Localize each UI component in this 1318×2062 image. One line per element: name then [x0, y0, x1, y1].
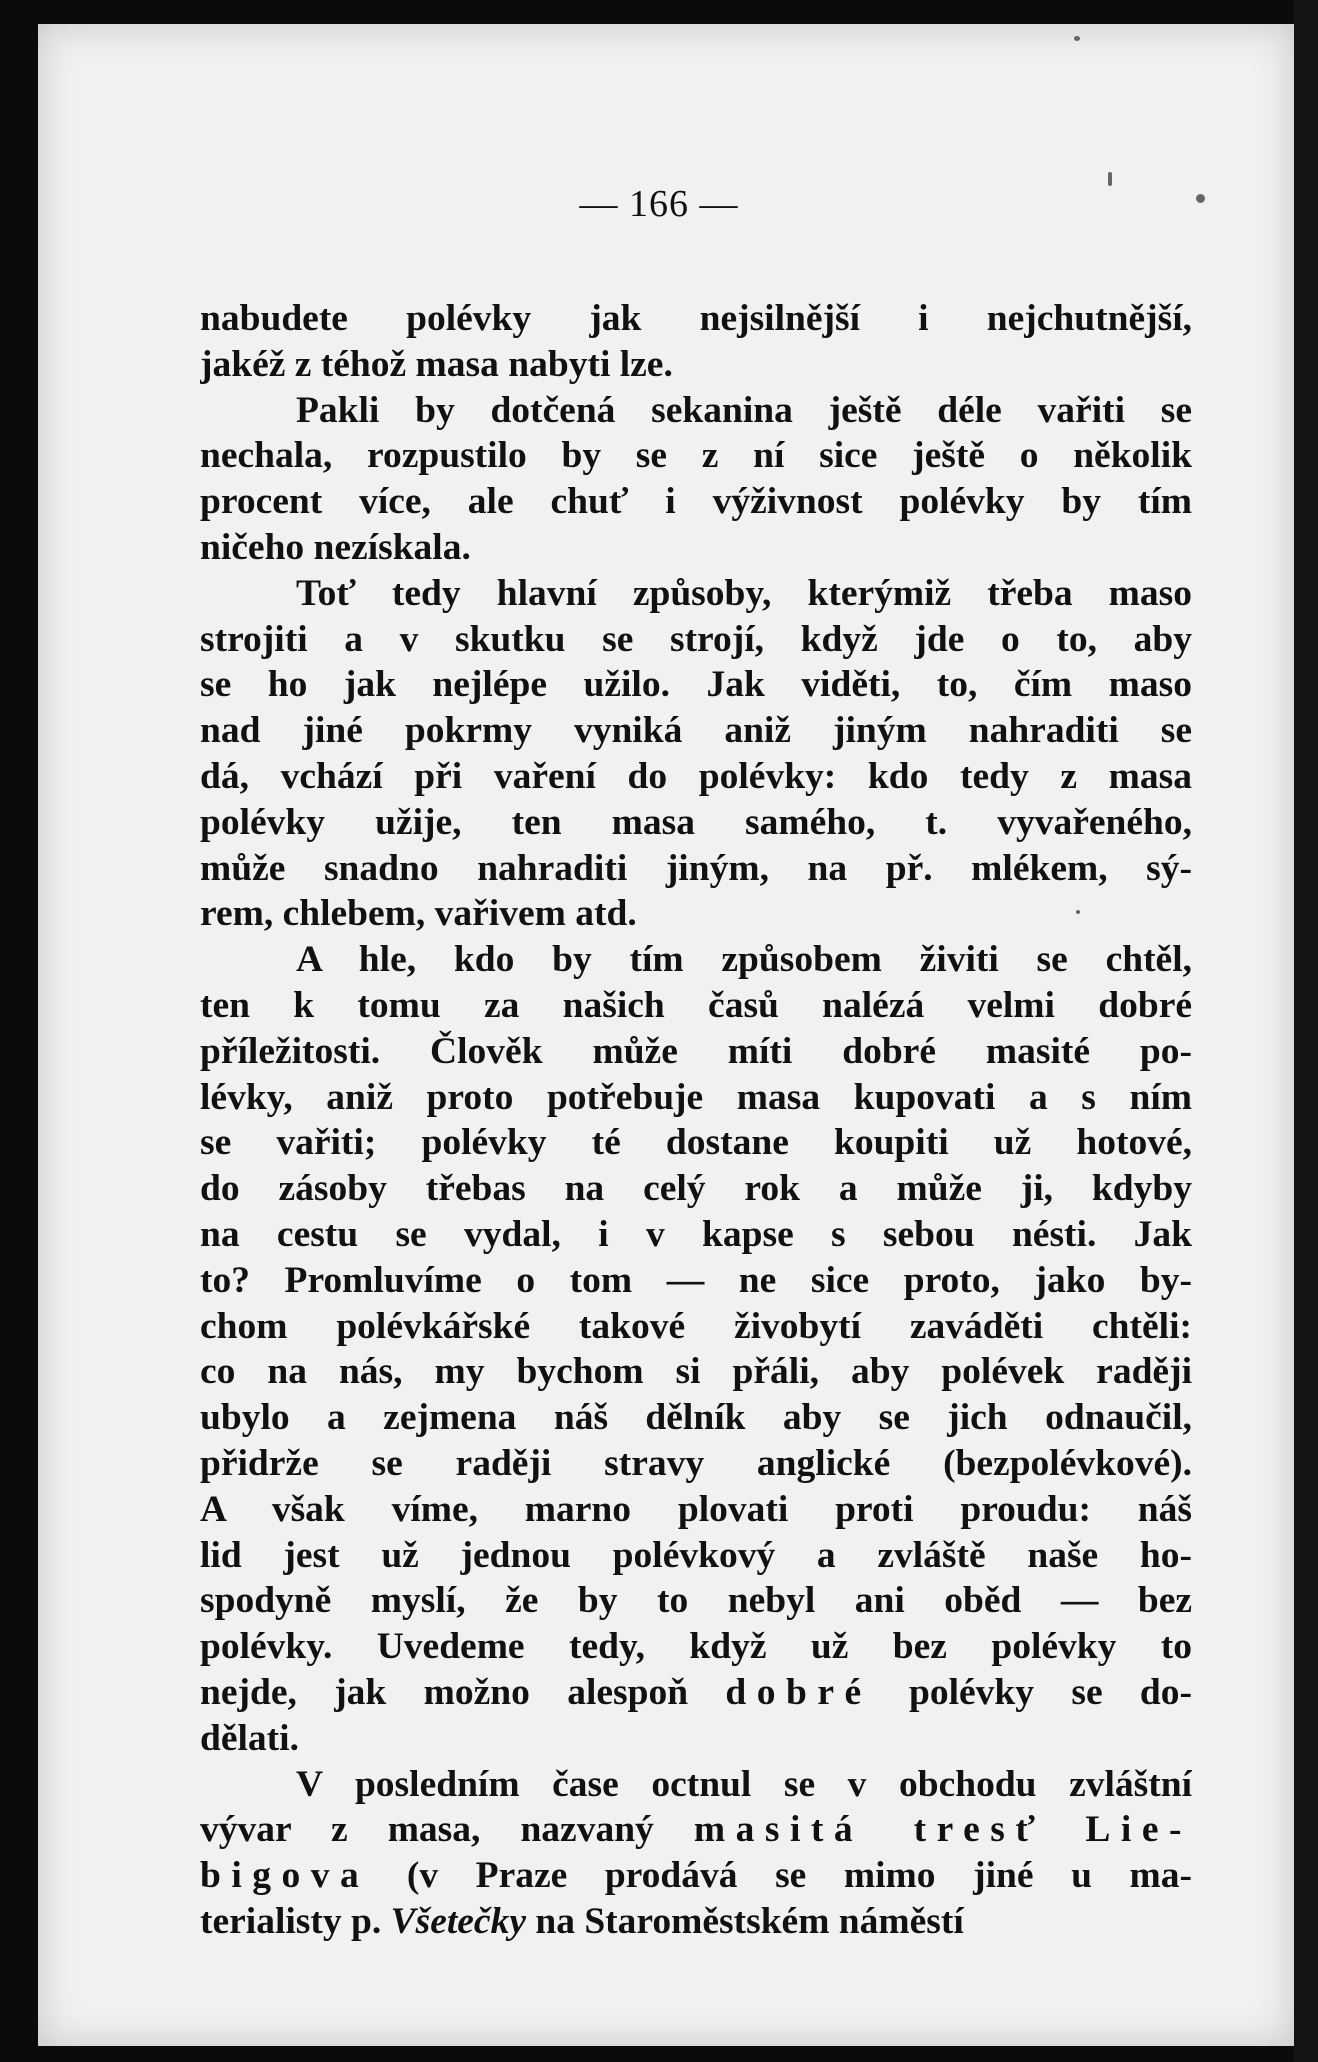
text-line: příležitosti. Člověk může míti dobré masité po- [200, 1030, 1192, 1072]
text-fragment: polévky se do- [909, 1671, 1192, 1713]
spaced-text: masitá tresť [693, 1809, 1046, 1851]
spaced-text: b [200, 1855, 232, 1897]
text-line [200, 1670, 1192, 1716]
page-edge-shadow [1294, 0, 1318, 2062]
text-line: rem, chlebem, vařivem atd. [200, 893, 637, 935]
text-line: A hle, kdo by tím způsobem živiti se chtěl, [296, 939, 1192, 981]
text-line: to? Promluvíme o tom — ne sice proto, jako by- [200, 1259, 1192, 1301]
text-line: nechala, rozpustilo by se z ní sice ještě o několik [200, 435, 1192, 477]
text-line: polévky. Uvedeme tedy, když už bez polévky to [200, 1626, 1192, 1668]
text-line: přidrže se raději stravy anglické (bezpolévkové). [200, 1442, 1192, 1484]
text-line: Pakli by dotčená sekanina ještě déle vařiti se [296, 389, 1192, 431]
text-line: se vařiti; polévky té dostane koupiti už hotové, [200, 1122, 1192, 1164]
spaced-text: Lie- [1085, 1809, 1192, 1851]
text-line: A však víme, marno plovati proti proudu: náš [200, 1488, 1192, 1530]
text-line: procent více, ale chuť i výživnost polévky by tím [200, 481, 1192, 523]
text-line: dělati. [200, 1717, 299, 1759]
text-fragment: na Staroměstském náměstí [525, 1900, 964, 1942]
text-line: se ho jak nejlépe užilo. Jak viděti, to, čím maso [200, 664, 1192, 706]
text-line: jakéž z téhož masa nabyti lze. [200, 343, 673, 385]
text-line: lévky, aniž proto potřebuje masa kupovati a s ním [200, 1076, 1192, 1118]
text-line: Toť tedy hlavní způsoby, kterýmiž třeba maso [296, 572, 1192, 614]
italic-name: Všetečky [390, 1900, 526, 1942]
text-line: spodyně myslí, že by to nebyl ani oběd — bez [200, 1580, 1192, 1622]
text-line: chom polévkářské takové živobytí zaváděti chtěli: [200, 1305, 1192, 1347]
text-line: ubylo a zejmena náš dělník aby se jich odnaučil, [200, 1397, 1192, 1439]
spaced-text: igova [231, 1855, 370, 1897]
text-fragment: (v Praze prodává se mimo jiné u ma- [369, 1855, 1192, 1897]
text-fragment: nejde, jak možno alespoň [200, 1671, 689, 1713]
text-line: nabudete polévky jak nejsilnější i nejchutnější, [200, 298, 1192, 339]
spaced-text: dobré [725, 1671, 872, 1713]
text-line: ničeho nezískala. [200, 526, 471, 568]
text-line: co na nás, my bychom si přáli, aby polévek raději [200, 1351, 1192, 1393]
text-line: V posledním čase octnul se v obchodu zvláštní [296, 1763, 1192, 1805]
page-number: — 166 — [579, 183, 739, 225]
text-line: nad jiné pokrmy vyniká aniž jiným nahraditi se [200, 710, 1192, 752]
body-text [200, 296, 1192, 1945]
text-line: strojiti a v skutku se strojí, když jde o to, aby [200, 618, 1192, 660]
text-line [200, 1899, 1192, 1945]
text-line: polévky užije, ten masa samého, t. vyvařeného, [200, 801, 1192, 843]
text-line [200, 1807, 1192, 1853]
text-line: může snadno nahraditi jiným, na př. mlékem, sý- [200, 847, 1192, 889]
text-line: dá, vchází při vaření do polévky: kdo tedy z masa [200, 755, 1192, 797]
text-line: lid jest už jednou polévkový a zvláště naše ho- [200, 1534, 1192, 1576]
text-fragment: terialisty p. [200, 1900, 391, 1942]
paper-speck [1074, 36, 1080, 41]
text-line [200, 1853, 1192, 1899]
text-line: do zásoby třebas na celý rok a může ji, kdyby [200, 1168, 1192, 1210]
text-line: na cestu se vydal, i v kapse s sebou nésti. Jak [200, 1213, 1192, 1255]
text-fragment: vývar z masa, nazvaný [200, 1809, 654, 1851]
text-line: ten k tomu za našich časů nalézá velmi dobré [200, 984, 1192, 1026]
